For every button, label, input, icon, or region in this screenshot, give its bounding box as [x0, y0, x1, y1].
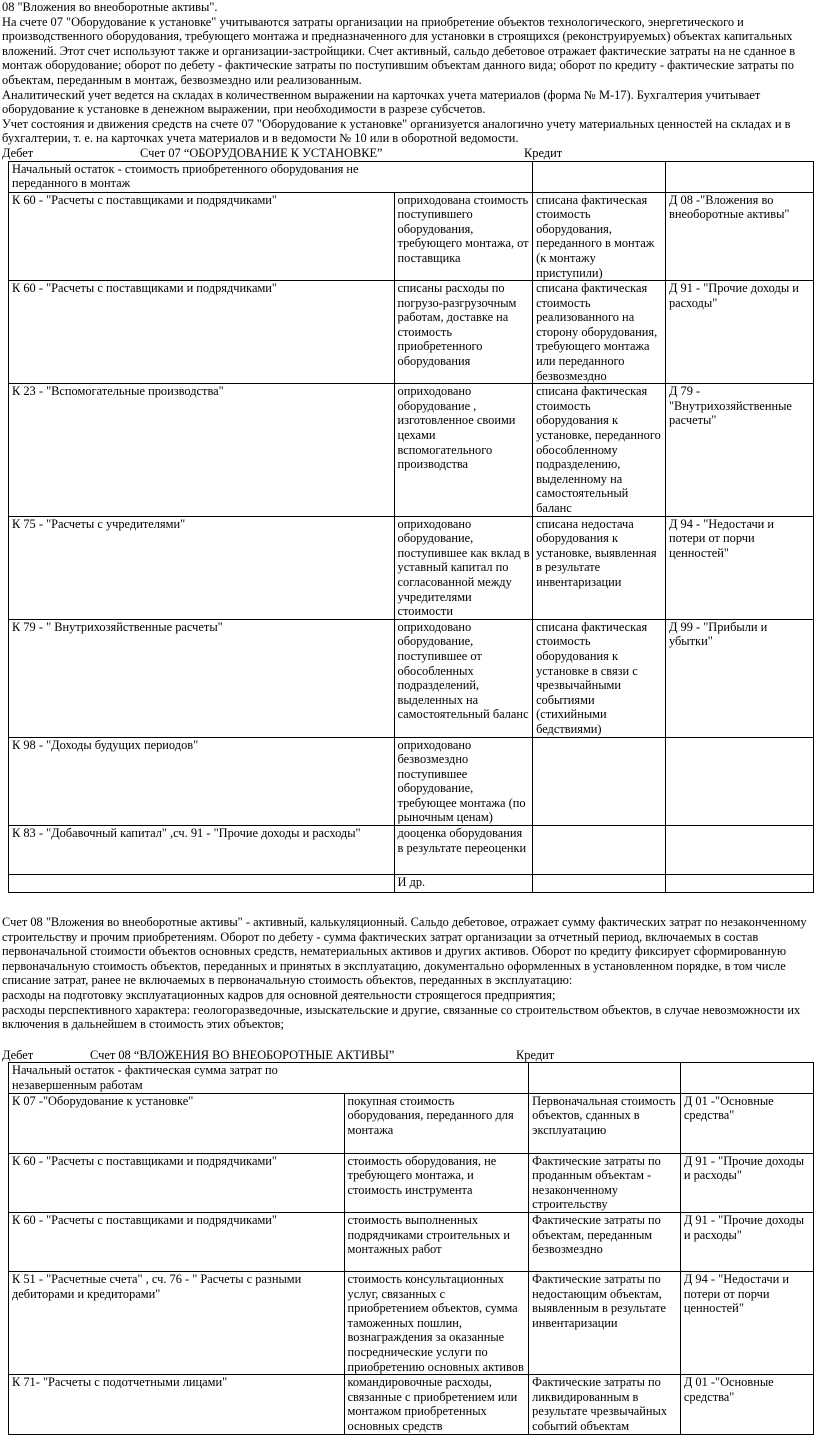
intro-paragraph-1: На счете 07 "Оборудование к установке" учитываются затраты организации на приобретение объектов технологического, энергетического и производственного оборудования, требующего монтажа и предназначенного для установки в строящихся (реконструируемых) объектах капитальных вложений. Этот счет используют также и организации-застройщики. Счет активный, сальдо дебетовое отражает фактические затраты на не сданное в монтаж оборудование; оборот по дебету - фактические затраты по поступившим объектам данного вида; оборот по кредиту - фактические затраты по объектам, переданным в монтаж, безвозмездно или реализованным. — [2, 14, 796, 87]
row-corr-cell: Д 01 -"Основные средства" — [680, 1093, 813, 1153]
row-corr-cell: Д 01 -"Основные средства" — [680, 1375, 813, 1434]
table1-heading — [2, 146, 814, 161]
intro-paragraph-2: Аналитический учет ведется на складах в количественном выражении на карточках учета материалов (форма № М-17). Бухгалтерия учитывает оборудование к установке в денежном выражении, при необходимости в разрезе субсчетов. — [2, 87, 761, 117]
row-credit-cell: списана фактическая стоимость реализованного на сторону оборудования, требующего монтажа или переданного безвозмездно — [533, 281, 666, 384]
row-corr-cell: Д 99 - "Прибыли и убытки" — [665, 619, 813, 737]
row-credit-cell: Фактические затраты по недостающим объектам, выявленным в результате инвентаризации — [529, 1271, 681, 1374]
row-corr-cell: Д 94 - "Недостачи и потери от порчи ценностей" — [665, 516, 813, 619]
row-corr-cell: Д 08 -"Вложения во внеоборотные активы" — [665, 192, 813, 281]
row-debit-cell: оприходовано оборудование , изготовленное своими цехами вспомогательного производства — [394, 384, 533, 516]
table2-credit-label: Кредит — [516, 1047, 555, 1062]
row-credit-cell: Фактические затраты по ликвидированным в результате чрезвычайных событий объектам — [529, 1375, 681, 1434]
row-corr-cell: Д 91 - "Прочие доходы и расходы" — [665, 281, 813, 384]
row-credit-cell: списана фактическая стоимость оборудования, переданного в монтаж (к монтажу приступили) — [533, 192, 666, 281]
table-row — [9, 1375, 814, 1434]
table-row — [9, 826, 814, 875]
table1-opening-text: Начальный остаток - стоимость приобретенного оборудования не переданного в монтаж — [12, 161, 359, 191]
table2-debit-label: Дебет — [2, 1047, 34, 1062]
row-debit-cell: оприходовано оборудование, поступившее от обособленных подразделений, выделенных на самостоятельный баланс — [394, 619, 533, 737]
row-credit-cell — [533, 737, 666, 826]
row-account-cell — [9, 875, 395, 893]
table1-debit-label: Дебет — [2, 145, 34, 160]
row-account-cell: К 75 - "Расчеты с учредителями" — [9, 516, 395, 619]
row-debit-cell: И др. — [394, 875, 533, 893]
row-debit-cell: стоимость консультационных услуг, связанных с приобретением объектов, сумма таможенных пошлин, вознаграждения за оказанные посреднические услуги по приобретению основных активов — [344, 1271, 529, 1374]
row-corr-cell: Д 79 - "Внутрихозяйственные расчеты" — [665, 384, 813, 516]
row-account-cell: К 98 - "Доходы будущих периодов" — [9, 737, 395, 826]
table2-heading — [2, 1048, 814, 1063]
row-debit-cell: дооценка оборудования в результате переоценки — [394, 826, 533, 875]
table-row — [9, 1212, 814, 1271]
table2-opening-text: Начальный остаток - фактическая сумма затрат по незавершенным работам — [12, 1063, 278, 1092]
table1-title: Счет 07 “ОБОРУДОВАНИЕ К УСТАНОВКЕ” — [140, 145, 383, 160]
middle-paragraph-1: Счет 08 "Вложения во внеоборотные активы" - активный, калькуляционный. Сальдо дебетовое, отражает сумму фактических затрат по незаконченному строительству и прочим приобретениям. Оборот по дебету - сумма фактических затрат организации за отчетный период, включаемых в состав первоначальной стоимости объектов основных средств, нематериальных активов и других активов. Оборот по кредиту фиксирует сформированную первоначальную стоимость объектов, переданных и принятых в эксплуатацию, документально оформленных в установленном порядке, в том числе списание затрат, ранее не включаемых в первоначальную стоимость объектов, переданных в эксплуатацию: — [2, 915, 807, 988]
row-credit-cell: списана недостача оборудования к установке, выявленная в результате инвентаризации — [533, 516, 666, 619]
account-08-table — [8, 1062, 814, 1434]
row-account-cell: К 51 - "Расчетные счета" , сч. 76 - " Расчеты с разными дебиторами и кредиторами" — [9, 1271, 345, 1374]
table-row — [9, 875, 814, 893]
middle-paragraph-2: расходы на подготовку эксплуатационных кадров для основной деятельности строящегося предприятия; — [2, 988, 556, 1003]
row-account-cell: К 71- "Расчеты с подотчетными лицами" — [9, 1375, 345, 1434]
account-07-table — [8, 161, 814, 894]
row-debit-cell: командировочные расходы, связанные с приобретением или монтажом приобретенных основных средств — [344, 1375, 529, 1434]
table-row — [9, 384, 814, 516]
row-credit-cell: Первоначальная стоимость объектов, сданных в эксплуатацию — [529, 1093, 681, 1153]
row-account-cell: К 60 - "Расчеты с поставщиками и подрядчиками" — [9, 281, 395, 384]
row-account-cell: К 60 - "Расчеты с поставщиками и подрядчиками" — [9, 192, 395, 281]
table-row — [9, 192, 814, 281]
table-row — [9, 516, 814, 619]
table-row — [9, 1063, 814, 1093]
doc-title: 08 "Вложения во внеоборотные активы". — [2, 0, 218, 14]
table-row — [9, 619, 814, 737]
row-debit-cell: оприходовано безвозмездно поступившее оборудование, требующее монтажа (по рыночным ценам) — [394, 737, 533, 826]
row-credit-cell: списана фактическая стоимость оборудования к установке в связи с чрезвычайными событиями (стихийными бедствиями) — [533, 619, 666, 737]
row-account-cell: К 07 -"Оборудование к установке" — [9, 1093, 345, 1153]
row-debit-cell: оприходована стоимость поступившего оборудования, требующего монтажа, от поставщика — [394, 192, 533, 281]
table-row — [9, 281, 814, 384]
row-credit-cell: Фактические затраты по проданным объектам - незаконченному строительству — [529, 1153, 681, 1212]
intro-paragraph-3: Учет состояния и движения средств на счете 07 "Оборудование к установке" организуется аналогично учету материальных ценностей на складах и в бухгалтерии, т. е. на карточках учета материалов и в ведомости № 10 или в оборотной ведомости. — [2, 116, 791, 146]
middle-paragraph-3: расходы перспективного характера: геологоразведочные, изыскательские и другие, связанные со строительством объектов, в случае невозможности их включения в дальнейшем в стоимость этих объектов; — [2, 1002, 801, 1032]
row-account-cell: К 60 - "Расчеты с поставщиками и подрядчиками" — [9, 1212, 345, 1271]
document-page — [2, 0, 814, 1435]
table-row — [9, 737, 814, 826]
row-debit-cell: списаны расходы по погрузо-разгрузочным работам, доставке на стоимость приобретенного оборудования — [394, 281, 533, 384]
row-account-cell: К 79 - " Внутрихозяйственные расчеты" — [9, 619, 395, 737]
table1-opening-cell — [9, 161, 395, 192]
row-corr-cell: Д 94 - "Недостачи и потери от порчи ценностей" — [680, 1271, 813, 1374]
row-corr-cell — [665, 737, 813, 826]
row-credit-cell — [533, 875, 666, 893]
table2-opening-cell — [9, 1063, 345, 1093]
row-account-cell: К 83 - "Добавочный капитал" ,сч. 91 - "Прочие доходы и расходы" — [9, 826, 395, 875]
row-debit-cell: покупная стоимость оборудования, переданного для монтажа — [344, 1093, 529, 1153]
table1-credit-label: Кредит — [524, 145, 563, 160]
row-corr-cell: Д 91 - "Прочие доходы и расходы" — [680, 1212, 813, 1271]
row-account-cell: К 60 - "Расчеты с поставщиками и подрядчиками" — [9, 1153, 345, 1212]
table-row — [9, 1271, 814, 1374]
row-debit-cell: стоимость оборудования, не требующего монтажа, и стоимость инструмента — [344, 1153, 529, 1212]
row-credit-cell: списана фактическая стоимость оборудования к установке, переданного обособленному подразделению, выделенному на самостоятельный баланс — [533, 384, 666, 516]
table-row — [9, 161, 814, 192]
row-corr-cell — [665, 826, 813, 875]
row-corr-cell — [665, 875, 813, 893]
row-credit-cell — [533, 826, 666, 875]
table-row — [9, 1093, 814, 1153]
row-account-cell: К 23 - "Вспомогательные производства" — [9, 384, 395, 516]
table2-title: Счет 08 “ВЛОЖЕНИЯ ВО ВНЕОБОРОТНЫЕ АКТИВЫ” — [90, 1047, 395, 1062]
row-debit-cell: оприходовано оборудование, поступившее как вклад в уставный капитал по согласованной между учредителями стоимости — [394, 516, 533, 619]
row-corr-cell: Д 91 - "Прочие доходы и расходы" — [680, 1153, 813, 1212]
row-debit-cell: стоимость выполненных подрядчиками строительных и монтажных работ — [344, 1212, 529, 1271]
row-credit-cell: Фактические затраты по объектам, переданным безвозмездно — [529, 1212, 681, 1271]
